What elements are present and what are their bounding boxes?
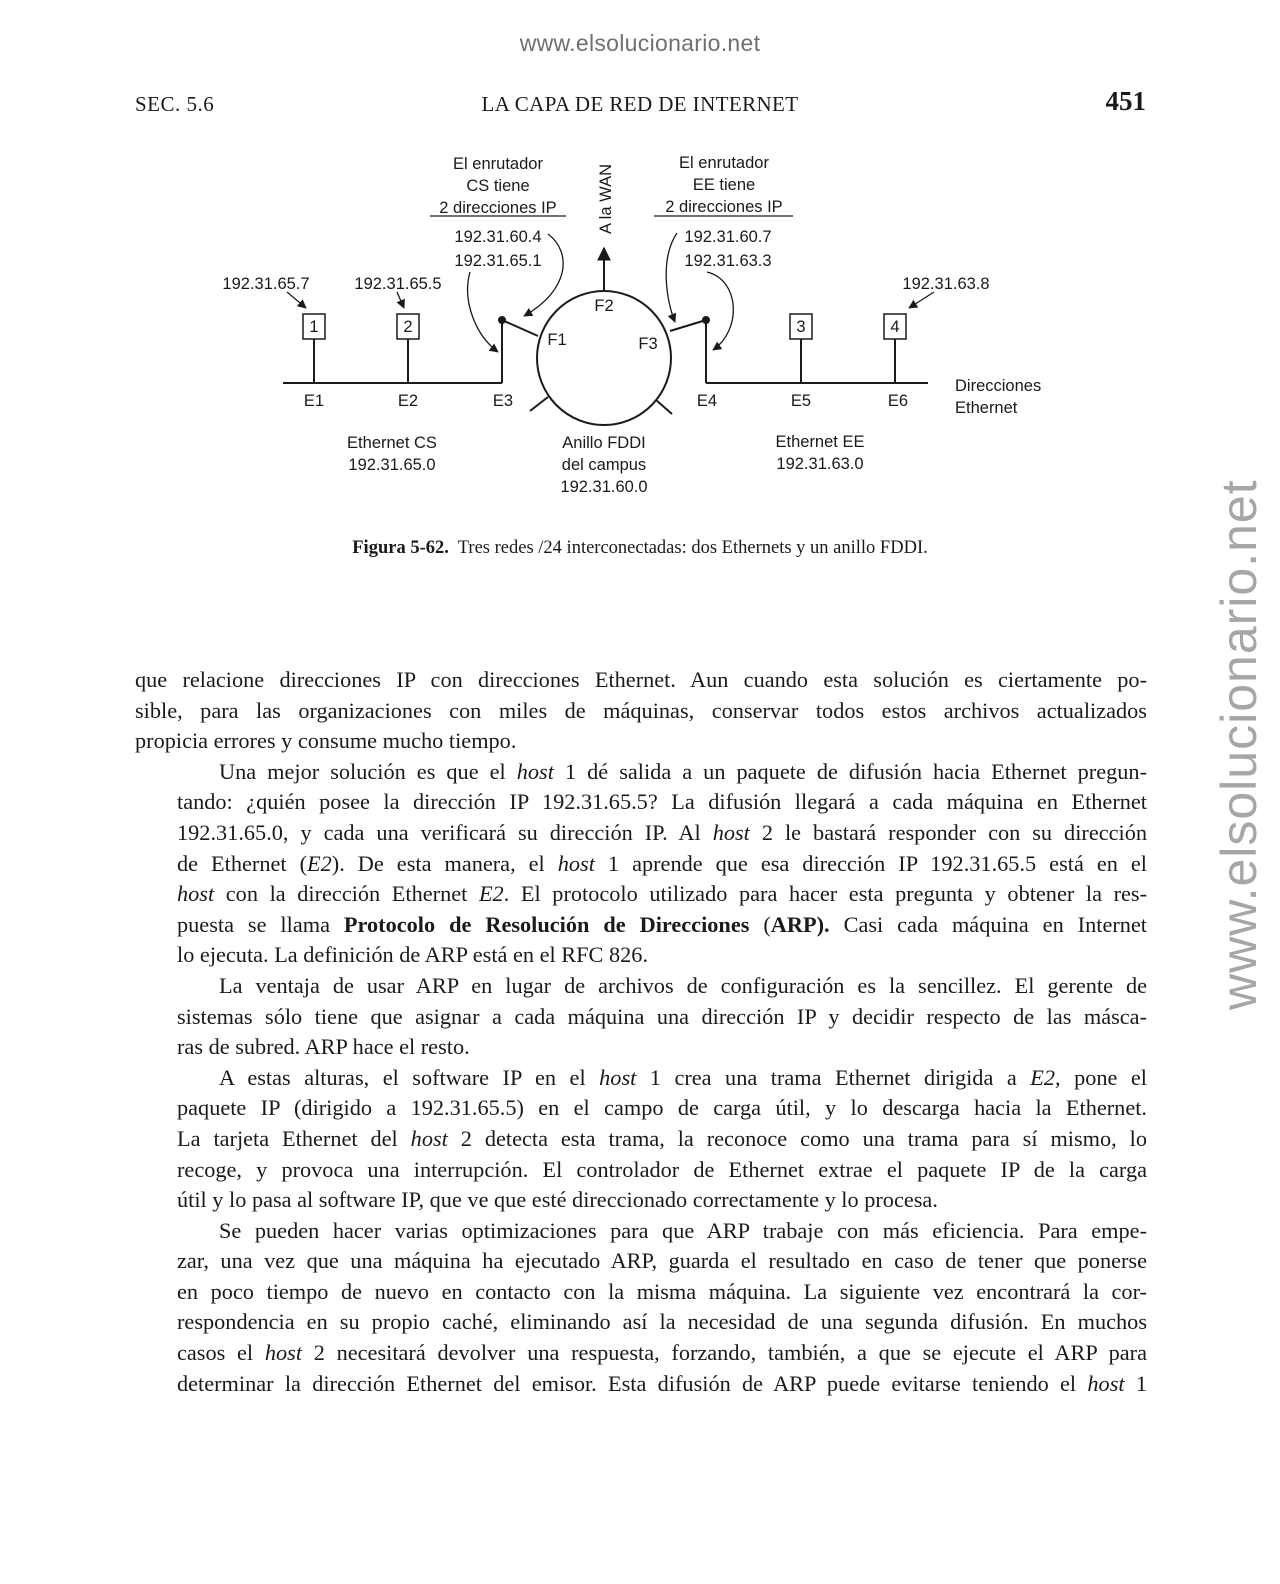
net-fddi-prefix: 192.31.60.0 (560, 478, 648, 496)
paragraph (135, 665, 1147, 757)
net-cs-prefix: 192.31.65.0 (348, 456, 436, 474)
eth-addresses-label-2: Ethernet (955, 399, 1018, 417)
text-line: útil y lo pasa al software IP, que ve que esté direccionado correctamente y lo procesa. (177, 1187, 938, 1213)
text-line: tando: ¿quién posee la dirección IP 192.31.65.5? La difusión llegará a cada máquina en Ethernet (177, 789, 1147, 815)
router-ee-label-line1: El enrutador (679, 154, 769, 172)
watermark-top: www.elsolucionario.net (519, 30, 761, 56)
host-4-number: 4 (890, 318, 900, 336)
page-number: 451 (1105, 86, 1146, 116)
net-fddi-name-2: del campus (561, 456, 647, 474)
router-ee-label-line2: EE tiene (692, 176, 756, 194)
router-ee-label-line3: 2 direcciones IP (665, 198, 783, 216)
text-line: recoge, y provoca una interrupción. El controlador de Ethernet extrae el paquete IP de la carga (177, 1156, 1147, 1182)
eth-e3: E3 (492, 392, 514, 410)
router-cs-ip-2: 192.31.65.1 (454, 252, 542, 270)
text-line: puesta se llama Protocolo de Resolución de Direcciones (ARP). Casi cada máquina en Internet (177, 911, 1148, 937)
router-ee-ip-1: 192.31.60.7 (684, 228, 772, 246)
watermark-side: www.elsolucionario.net (1211, 479, 1267, 1010)
text-line: A estas alturas, el software IP en el host 1 crea una trama Ethernet dirigida a E2, pone el (219, 1064, 1147, 1090)
text-line: Una mejor solución es que el host 1 dé salida a un paquete de difusión hacia Ethernet pregun- (219, 758, 1147, 784)
caption-label: Figura 5-62. (352, 538, 449, 558)
host-1-ip: 192.31.65.7 (222, 275, 310, 293)
host-2-ip: 192.31.65.5 (354, 275, 442, 293)
host-1-number: 1 (309, 318, 319, 336)
caption-text: Tres redes /24 interconectadas: dos Ethernets y un anillo FDDI. (457, 538, 928, 558)
text-line: paquete IP (dirigido a 192.31.65.5) en el campo de carga útil, y lo descarga hacia la Ethernet. (177, 1095, 1147, 1121)
eth-addresses-label-1: Direcciones (955, 377, 1042, 395)
host-2-number: 2 (403, 318, 413, 336)
paragraph (135, 757, 1147, 971)
text-line: lo ejecuta. La definición de ARP está en el RFC 826. (177, 942, 649, 968)
router-ee-ip-2: 192.31.63.3 (684, 252, 772, 270)
host-4-ip: 192.31.63.8 (902, 275, 990, 293)
body-text (135, 665, 1147, 1399)
eth-e1: E1 (303, 392, 325, 410)
eth-e2: E2 (397, 392, 419, 410)
fddi-port-f2: F2 (594, 297, 614, 315)
text-line: zar, una vez que una máquina ha ejecutado ARP, guarda el resultado en caso de tener que ponerse (177, 1248, 1147, 1274)
paragraph (135, 971, 1147, 1063)
router-cs-label-line3: 2 direcciones IP (439, 199, 557, 217)
running-head-title: LA CAPA DE RED DE INTERNET (481, 92, 799, 116)
text-line: host con la dirección Ethernet E2. El protocolo utilizado para hacer esta pregunta y obtener la res- (177, 881, 1147, 907)
text-line: respondencia en su propio caché, eliminando así la necesidad de una segunda difusión. En muchos (177, 1309, 1147, 1335)
eth-e6: E6 (887, 392, 909, 410)
text-line: propicia errores y consume mucho tiempo. (135, 728, 517, 754)
eth-e5: E5 (790, 392, 812, 410)
fddi-port-f1: F1 (547, 331, 567, 349)
text-line: que relacione direcciones IP con direcciones Ethernet. Aun cuando esta solución es ciertamente po- (135, 667, 1147, 692)
text-line: ras de subred. ARP hace el resto. (177, 1034, 470, 1060)
router-cs-label-line1: El enrutador (453, 155, 543, 173)
net-cs-name: Ethernet CS (347, 434, 437, 452)
text-line: Se pueden hacer varias optimizaciones para que ARP trabaje con más eficiencia. Para empe- (219, 1217, 1147, 1243)
figure-caption (0, 538, 1280, 559)
fddi-port-f3: F3 (638, 335, 658, 353)
net-ee-prefix: 192.31.63.0 (776, 455, 864, 473)
paragraph (135, 1216, 1147, 1400)
text-line: La ventaja de usar ARP en lugar de archivos de configuración es la sencillez. El gerente de (219, 972, 1147, 998)
running-head-section: SEC. 5.6 (135, 92, 215, 116)
text-line: de Ethernet (E2). De esta manera, el host 1 aprende que esa dirección IP 192.31.65.5 está en el (177, 850, 1147, 876)
paragraph (135, 1063, 1147, 1216)
text-line: en poco tiempo de nuevo en contacto con la misma máquina. La siguiente vez encontrará la cor- (177, 1278, 1147, 1304)
router-cs-ip-1: 192.31.60.4 (454, 228, 542, 246)
wan-label: A la WAN (597, 164, 615, 234)
text-line: sible, para las organizaciones con miles de máquinas, conservar todos estos archivos actualizados (135, 697, 1147, 723)
eth-e4: E4 (696, 392, 718, 410)
host-3-number: 3 (796, 318, 806, 336)
net-ee-name: Ethernet EE (775, 433, 865, 451)
net-fddi-name: Anillo FDDI (562, 434, 646, 452)
text-line: sistemas sólo tiene que asignar a cada máquina una dirección IP y decidir respecto de las másca- (177, 1003, 1147, 1029)
router-cs-label-line2: CS tiene (466, 177, 530, 195)
text-line: La tarjeta Ethernet del host 2 detecta esta trama, la reconoce como una trama para sí mismo, lo (177, 1125, 1147, 1151)
text-line: 192.31.65.0, y cada una verificará su dirección IP. Al host 2 le bastará responder con su dirección (177, 819, 1147, 845)
network-diagram (0, 140, 1280, 510)
text-line: determinar la dirección Ethernet del emisor. Esta difusión de ARP puede evitarse teniendo el host 1 (177, 1370, 1147, 1396)
text-line: casos el host 2 necesitará devolver una respuesta, forzando, también, a que se ejecute el ARP para (177, 1340, 1147, 1366)
